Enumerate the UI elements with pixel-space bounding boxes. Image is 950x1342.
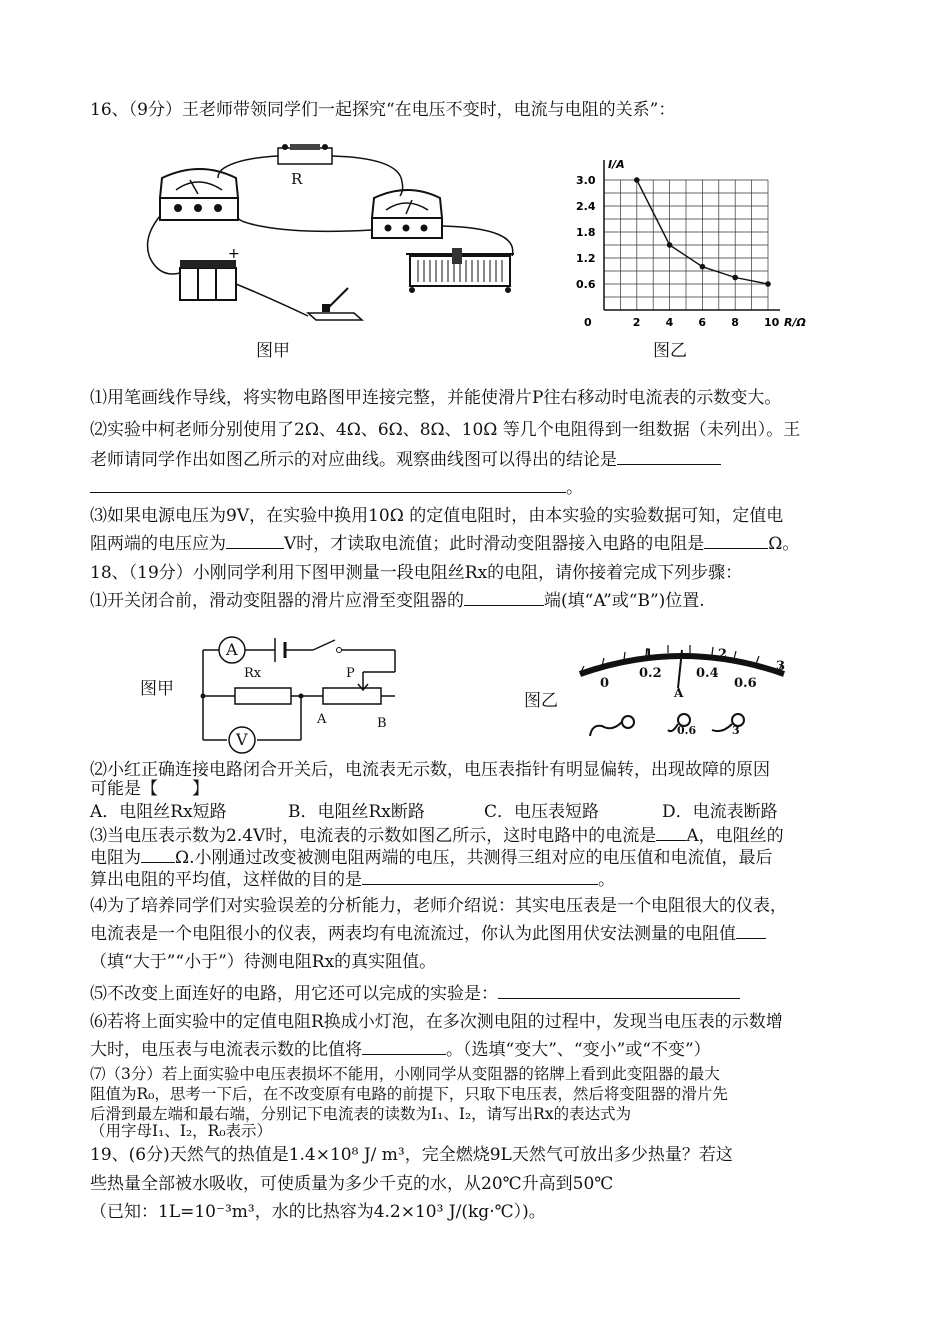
q18-p3c2-text: 。	[598, 870, 615, 890]
q16-p2b	[90, 448, 721, 472]
q18-p7a: ⑺（3分）若上面实验中电压表损坏不能用，小刚同学从变阻器的铭牌上看到此变阻器的最大	[90, 1065, 720, 1083]
ammeter-drawing	[160, 169, 238, 220]
q16-p3b3-text: Ω。	[768, 534, 800, 554]
q19-b: 些热量全部被水吸收，可使质量为多少千克的水，从20℃升高到50℃	[90, 1174, 614, 1194]
data-point	[765, 281, 771, 287]
circuit-a-label: A	[317, 712, 327, 727]
q18-p2a: ⑵小红正确连接电路闭合开关后，电流表无示数，电压表指针有明显偏转，出现故障的原因	[90, 760, 770, 780]
q18-p3b1-text: 电阻为	[90, 848, 141, 868]
x-tick-label: 8	[731, 316, 739, 329]
q18-p6b1-text: 大时，电压表与电流表示数的比值将	[90, 1040, 362, 1060]
switch-drawing	[308, 288, 362, 320]
q18-p2b: 可能是【 】	[90, 779, 209, 799]
q16-p3a: ⑶如果电源电压为9V，在实验中换用10Ω 的定值电阻时，由本实验的实验数据可知，定值电	[90, 506, 784, 526]
q18-compare-blank[interactable]	[736, 922, 766, 939]
fig-yi-caption: 图乙	[653, 341, 687, 361]
dial-tick-3: 3	[776, 659, 786, 674]
q18-p3a	[90, 824, 784, 848]
q16-p1: ⑴用笔画线作导线，将实物电路图甲连接完整，并能使滑片P往右移动时电流表的示数变大。	[90, 388, 782, 408]
y-axis-label: I/A	[608, 160, 625, 171]
circuit-voltmeter-label: V	[236, 730, 248, 749]
q18-p7d: （用字母I₁、I₂，R₀表示）	[90, 1122, 273, 1140]
dial-terminal-0.6: 0.6	[677, 724, 697, 737]
q18-options	[90, 800, 778, 824]
q18-p3c	[90, 868, 615, 892]
q16-resistance-blank[interactable]	[704, 532, 768, 549]
q18-current-blank[interactable]	[656, 824, 686, 841]
q18-experiment-blank[interactable]	[498, 982, 740, 999]
q16-p2c-text: 。	[566, 478, 583, 498]
q18-resistance-blank[interactable]	[141, 846, 175, 863]
dial-scale-0.6: 0.6	[734, 676, 757, 691]
y-tick-label: 3.0	[576, 174, 596, 187]
data-point	[732, 275, 738, 281]
q16-voltage-blank[interactable]	[226, 532, 284, 549]
q16-p2c	[90, 476, 583, 500]
q18-p5	[90, 982, 740, 1006]
fig-r-label: R	[291, 170, 303, 188]
q18-title: 18、（19分）小刚同学利用下图甲测量一段电阻丝Rx的电阻，请你接着完成下列步骤：	[90, 563, 743, 583]
dial-scale-0.2: 0.2	[639, 666, 662, 681]
q18-p3b2-text: Ω.小刚通过改变被测电阻两端的电压，共测得三组对应的电压值和电流值，最后	[175, 848, 773, 868]
q18-p4a: ⑷为了培养同学们对实验误差的分析能力，老师介绍说：其实电压表是一个电阻很大的仪表，	[90, 896, 787, 916]
fig-jia-caption: 图甲	[256, 341, 290, 361]
q16-conclusion-blank[interactable]	[617, 448, 721, 465]
q18-fig-yi-caption: 图乙	[524, 691, 558, 711]
resistor-r-drawing	[278, 144, 332, 164]
q16-p3b	[90, 532, 799, 556]
apparatus-figure	[140, 138, 530, 348]
q18-p3a1-text: ⑶当电压表示数为2.4V时，电流表的示数如图乙所示，这时电路中的电流是	[90, 826, 657, 846]
circuit-rx-label: Rx	[244, 666, 262, 681]
option-b[interactable]: B．电阻丝Rx断路	[288, 802, 425, 822]
option-c[interactable]: C．电压表短路	[484, 802, 600, 822]
dial-terminal-3: 3	[732, 724, 740, 737]
option-a[interactable]: A．电阻丝Rx短路	[90, 802, 227, 822]
q18-p3b	[90, 846, 773, 870]
q19-a: 19、(6分)天然气的热值是1.4×10⁸ J/ m³，完全燃烧9L天然气可放出多少热量？若这	[90, 1145, 733, 1165]
q19-c: （已知：1L=10⁻³m³，水的比热容为4.2×10³ J/(kg·℃）)。	[90, 1202, 546, 1222]
q18-p5-text: ⑸不改变上面连好的电路，用它还可以完成的实验是：	[90, 984, 498, 1004]
q18-p6b2-text: 。（选填“变大”、“变小”或“不变”）	[446, 1040, 711, 1060]
circuit-b-label: B	[377, 716, 387, 731]
q18-p7c: 后滑到最左端和最右端，分别记下电流表的读数为I₁、I₂，请写出Rx的表达式为	[90, 1105, 632, 1123]
q18-p4b-text: 电流表是一个电阻很小的仪表，两表均有电流流过，你认为此图用伏安法测量的电阻值	[90, 924, 736, 944]
data-point	[667, 242, 673, 248]
q18-fig-jia-caption: 图甲	[140, 679, 174, 699]
q16-p3b2-text: V时，才读取电流值；此时滑动变阻器接入电路的电阻是	[284, 534, 705, 554]
y-tick-label: 1.2	[576, 252, 596, 265]
rheostat-drawing	[406, 248, 514, 293]
x-tick-label: 0	[584, 316, 592, 329]
dial-tick-1: 1	[644, 647, 654, 662]
y-tick-label: 1.8	[576, 226, 596, 239]
q18-p3a2-text: A，电阻丝的	[686, 826, 784, 846]
q16-conclusion-blank-2[interactable]	[90, 476, 566, 493]
dial-tick-0: 0	[600, 676, 610, 691]
voltmeter-drawing	[372, 190, 442, 238]
x-tick-label: 10	[764, 316, 780, 329]
q18-p1a-text: ⑴开关闭合前，滑动变阻器的滑片应滑至变阻器的	[90, 591, 464, 611]
battery-drawing	[180, 246, 240, 300]
q18-purpose-blank[interactable]	[362, 868, 598, 885]
x-tick-label: 6	[698, 316, 707, 329]
q16-p2b-text: 老师请同学作出如图乙所示的对应曲线。观察曲线图可以得出的结论是	[90, 450, 617, 470]
q18-ratio-blank[interactable]	[362, 1038, 446, 1055]
data-point	[634, 177, 640, 183]
dial-tick-2: 2	[718, 647, 728, 662]
ir-chart	[570, 160, 820, 340]
dial-scale-0.4: 0.4	[696, 666, 719, 681]
q18-p7b: 阻值为R₀，思考一下后，在不改变原有电路的前提下，只取下电压表，然后将变阻器的滑片先	[90, 1085, 728, 1103]
data-point	[700, 264, 706, 270]
dial-needle-label: A	[674, 686, 684, 700]
svg-text:+: +	[228, 246, 240, 262]
q16-title: 16、（9分）王老师带领同学们一起探究“在电压不变时，电流与电阻的关系”：	[90, 100, 676, 120]
option-d[interactable]: D．电流表断路	[662, 802, 778, 822]
circuit-p-label: P	[346, 666, 355, 681]
q18-p6a: ⑹若将上面实验中的定值电阻R换成小灯泡，在多次测电阻的过程中，发现当电压表的示数增	[90, 1012, 783, 1032]
q18-p4c: （填“大于”“小于”）待测电阻Rx的真实阻值。	[90, 952, 437, 972]
x-tick-label: 2	[632, 316, 641, 329]
x-axis-label: R/Ω	[784, 316, 806, 329]
q16-p2a: ⑵实验中柯老师分别使用了2Ω、4Ω、6Ω、8Ω、10Ω 等几个电阻得到一组数据（未列出）。王	[90, 420, 801, 440]
x-tick-label: 4	[665, 316, 674, 329]
y-tick-label: 0.6	[576, 278, 596, 291]
y-tick-label: 2.4	[576, 200, 596, 213]
q18-p4b	[90, 922, 766, 946]
q18-p1b-text: 端(填“A”或“B”)位置.	[544, 591, 705, 611]
circuit-ammeter-label: A	[226, 640, 238, 659]
q18-p6b	[90, 1038, 711, 1062]
q16-p3b1-text: 阻两端的电压应为	[90, 534, 226, 554]
q18-end-blank[interactable]	[464, 589, 544, 606]
q18-p3c1-text: 算出电阻的平均值，这样做的目的是	[90, 870, 362, 890]
q18-p1	[90, 589, 705, 613]
